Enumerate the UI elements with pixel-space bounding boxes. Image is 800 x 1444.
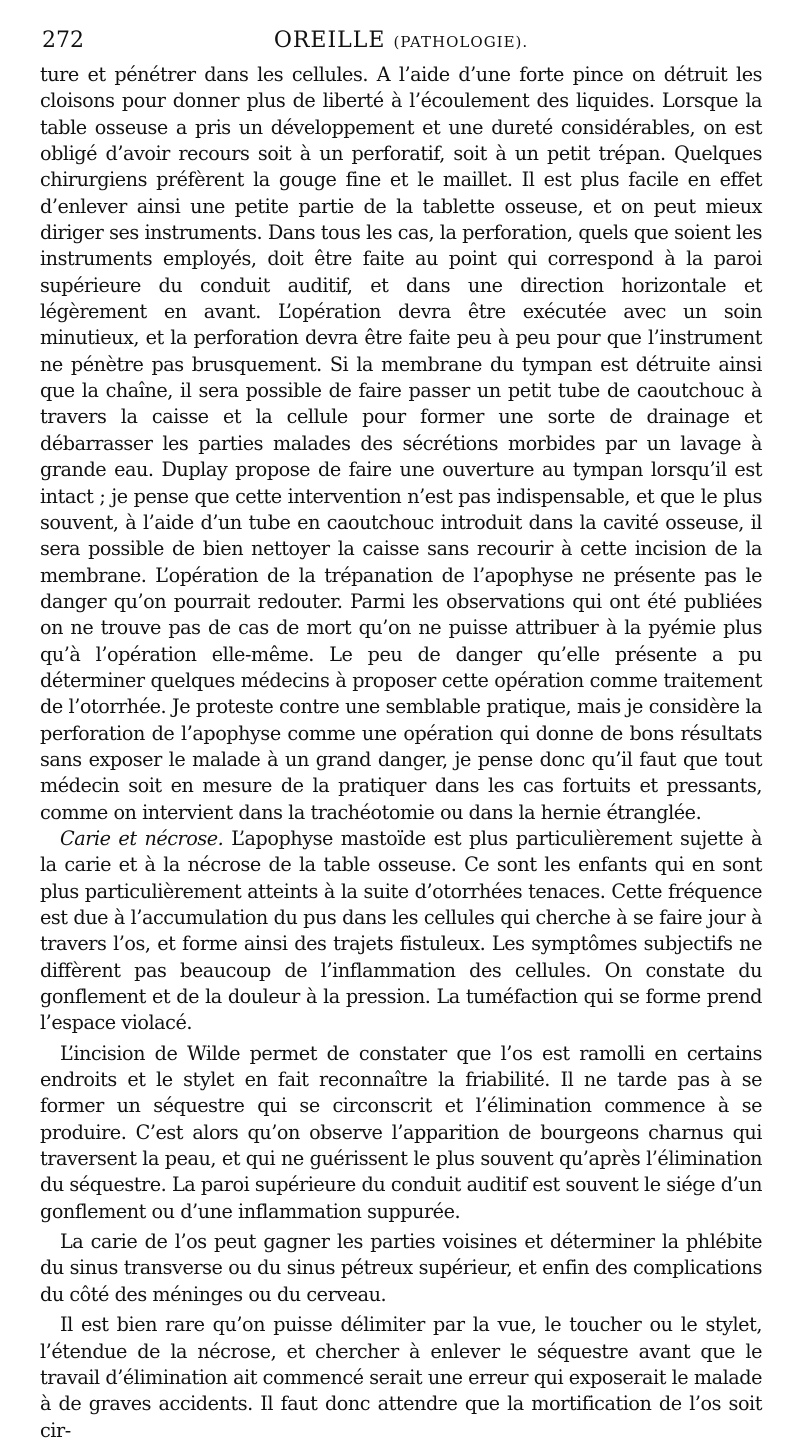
paragraph-text: ture et pénétrer dans les cellules. A l’aide d’une forte pince on détruit les cloisons pour donner plus de liberté à l’écoulement des liquides. Lorsque la table osseuse a pris un développement et une dureté considérables, on est obligé d’avoir recours soit à un perforatif, soit à un petit trépan. Quelques chirurgiens préfèrent la gouge fine et le maillet. Il est plus facile en effet d’enlever ainsi une petite partie de la tablette osseuse, et on peut mieux diriger ses instruments. Dans tous les cas, la perforation, quels que soient les instruments employés, doit être faite au point qui correspond à la paroi supérieure du conduit auditif, et dans une direction horizontale et légèrement en avant. L’opération devra être exécutée avec un soin minutieux, et la perforation devra être faite peu à peu pour que l’instrument ne pénètre pas brusquement. Si la membrane du tympan est détruite ainsi que la chaîne, il sera possible de faire passer un petit tube de caoutchouc à travers la caisse et la cellule pour former une sorte de drainage et débarrasser les parties malades des sécrétions morbides par un lavage à grande eau. Duplay propose de faire une ouverture au tympan lorsqu’il est intact ; je pense que cette intervention n’est pas indispensable, et que le plus souvent, à l’aide d’un tube en caoutchouc introduit dans la cavité osseuse, il sera possible de bien nettoyer la caisse sans recourir à cette incision de la membrane. L’opération de la trépanation de l’apophyse ne présente pas le danger qu’on pourrait redouter. Parmi les observations qui ont été publiées on ne trouve pas de cas de mort qu’on ne puisse attribuer à la pyémie plus qu’à l’opération elle-même. Le peu de danger qu’elle présente a pu déterminer quelques médecins à proposer cette opération comme traitement de l’otorrhée. Je proteste contre une semblable pratique, mais je considère la perforation de l’apophyse comme une opération qui donne de bons résultats sans exposer le malade à un grand danger, je pense donc qu’il faut que tout médecin soit en mesure de la pratiquer dans les cas fortuits et pressants, comme on intervient dans la trachéotomie ou dans la hernie étranglée. [40,63,762,824]
paragraph [40,62,762,826]
book-page [40,28,762,1444]
paragraph [40,1312,762,1444]
paragraph-text: L’incision de Wilde permet de constater que l’os est ramolli en certains endroits et le stylet en fait reconnaître la friabilité. Il ne tarde pas à se former un séquestre qui se circonscrit et l’élimination commence à se produire. C’est alors qu’on observe l’apparition de bourgeons charnus qui traversent la peau, et qui ne guérissent le plus souvent qu’après l’élimination du séquestre. La paroi supérieure du conduit auditif est souvent le siége d’un gonflement ou d’une inflammation suppurée. [40,1041,762,1223]
paragraph-text: La carie de l’os peut gagner les parties voisines et déterminer la phlébite du sinus transverse ou du sinus pétreux supérieur, et enfin des complications du côté des méninges ou du cerveau. [40,1230,762,1306]
paragraph-carie-et-necrose [40,826,762,1037]
paragraph [40,1041,762,1225]
section-run-in-heading: Carie et nécrose. [60,826,224,850]
paragraph-text: L’apophyse mastoïde est plus particulièrement sujette à la carie et à la nécrose de la table osseuse. Ce sont les enfants qui en sont plus particulièrement atteints à la suite d’otorrhées tenaces. Cette fréquence est due à l’accumulation du pus dans les cellules qui cherche à se faire jour à travers l’os, et forme ainsi des trajets fistuleux. Les symptômes subjectifs ne diffèrent pas beaucoup de l’inflammation des cellules. On constate du gonflement et de la douleur à la pression. La tuméfaction qui se forme prend l’espace violacé. [40,826,762,1035]
running-title [40,28,762,53]
running-header [40,28,762,62]
running-title-main: OREILLE [273,28,386,53]
running-title-subtitle: (PATHOLOGIE). [393,33,529,51]
page-number: 272 [42,28,84,53]
paragraph-text: Il est bien rare qu’on puisse délimiter par la vue, le toucher ou le stylet, l’étendue de la nécrose, et chercher à enlever le séquestre avant que le travail d’élimination ait commencé serait une erreur qui exposerait le malade à de graves accidents. Il faut donc attendre que la mortification de l’os soit cir- [40,1313,763,1442]
body-text [40,62,762,1444]
paragraph [40,1229,762,1308]
